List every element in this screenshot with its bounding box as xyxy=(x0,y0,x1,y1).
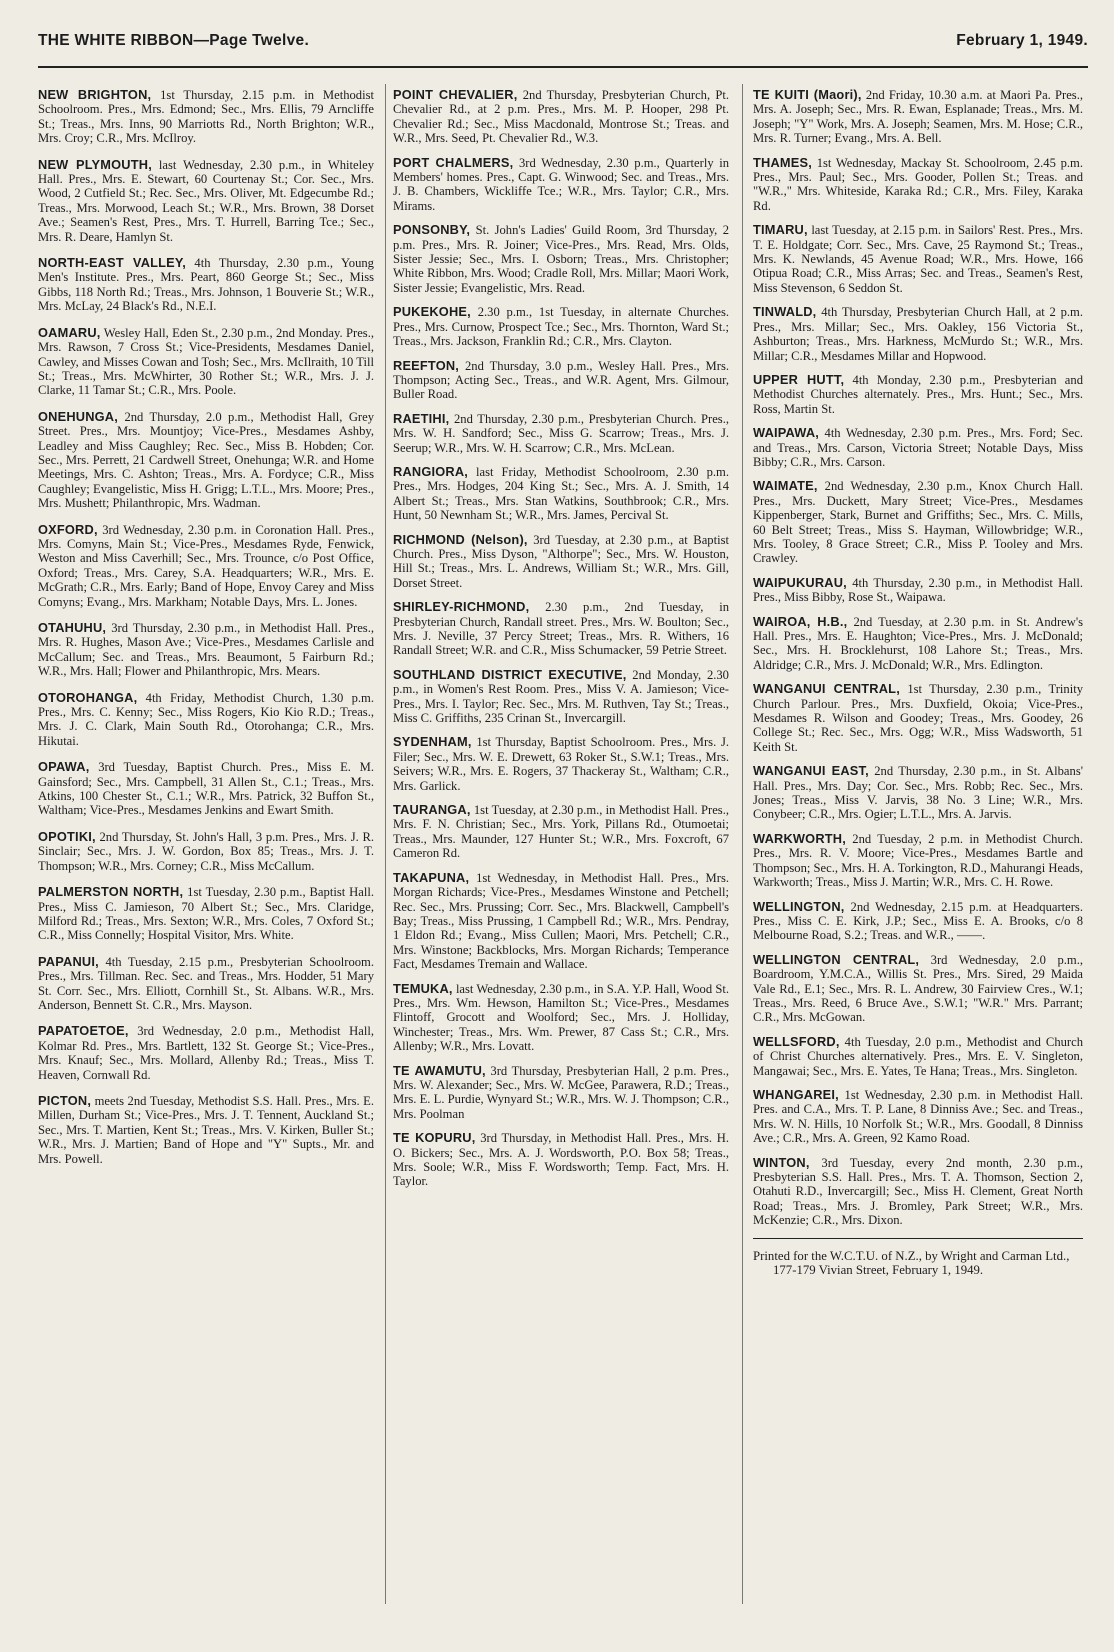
branch-name: NEW PLYMOUTH, xyxy=(38,156,152,172)
branch-entry xyxy=(393,803,729,861)
branch-name: RANGIORA, xyxy=(393,463,469,479)
branch-entry xyxy=(38,158,374,244)
branch-entry xyxy=(38,256,374,314)
branch-entry xyxy=(753,88,1083,146)
branch-entry xyxy=(38,955,374,1013)
branch-name: WAIPAWA, xyxy=(753,425,820,441)
branch-name: SOUTHLAND DISTRICT EXECUTIVE, xyxy=(393,666,627,682)
branch-name: WELLSFORD, xyxy=(753,1033,840,1049)
branch-details: 3rd Wednesday, 2.30 p.m., Quarterly in Members' homes. Pres., Capt. G. Winwood; Sec. and Treas., Mrs. J. B. Chambers, Wickliffe Tce.; W.R., Mrs. Taylor; C.R., Mrs. Mirams. xyxy=(393,155,729,213)
branch-details: 4th Friday, Methodist Church, 1.30 p.m. Pres., Mrs. C. Kenny; Sec., Miss Rogers, Kio Kio R.D.; Treas., Mrs. J. C. Clark, Main South Rd., Otorohanga; C.R., Mrs. Hikutai. xyxy=(38,690,374,748)
branch-details: 2nd Tuesday, 2 p.m. in Methodist Church. Pres., Mrs. R. V. Moore; Vice-Pres., Mesdames Bartle and Thompson; Sec., Mrs. H. A. Torkington, R.D., Mahurangi Heads, Warkworth; Treas., Miss J. Martin; W.R., Mrs. C. H. Rowe. xyxy=(753,831,1083,890)
column-1 xyxy=(38,88,374,1178)
page-title: THE WHITE RIBBON—Page Twelve. xyxy=(38,32,310,49)
branch-details: Wesley Hall, Eden St., 2.30 p.m., 2nd Monday. Pres., Mrs. Rawson, 7 Cross St.; Vice-Presidents, Mesdames Daniel, Cawley, and Misses Cowan and Tosh; Sec., Mrs. McIlraith, 10 Till St.; Treas., Mrs. McWhirter, 30 Rother St.; W.R., Mrs. J. J. Clarke, 11 Tamar St.; C.R., Mrs. Poole. xyxy=(38,325,374,398)
page-header xyxy=(38,32,1088,54)
branch-details: 2nd Monday, 2.30 p.m., in Women's Rest Room. Pres., Miss V. A. Jamieson; Vice-Pres., Mrs. I. Taylor; Rec. Sec., Mrs. M. Ruthven, Tay St.; Treas., Miss C. Griffiths, 235 Crinan St., Invercargill. xyxy=(393,667,729,726)
branch-name: OAMARU, xyxy=(38,324,101,340)
branch-entry xyxy=(393,533,729,591)
branch-name: ONEHUNGA, xyxy=(38,408,119,424)
branch-name: WHANGAREI, xyxy=(753,1086,839,1102)
branch-entry xyxy=(753,373,1083,416)
branch-details: 3rd Wednesday, 2.30 p.m. in Coronation Hall. Pres., Mrs. Comyns, Main St.; Vice-Pres., Mesdames Ryde, Fenwick, Weston and Miss Caverhill; Sec., Mrs. Trounce, c/o Post Office, Oxford; Treas., Mrs. Carey, S.A. Headquarters; W.R., Mrs. E. McGrath; C.R., Mrs. Early; Band of Hope, Envoy Carey and Miss Comyns; Evang., Mrs. Markham; Notable Days, Mrs. L. Jones. xyxy=(38,522,374,609)
branch-details: 3rd Tuesday, at 2.30 p.m., at Baptist Church. Pres., Miss Dyson, "Althorpe"; Sec., Mrs. W. Houston, Hill St.; Treas., Mrs. L. Andrews, William St.; W.R., Mrs. Gill, Dorset Street. xyxy=(393,532,729,590)
branch-name: WARKWORTH, xyxy=(753,830,846,846)
branch-entry xyxy=(753,479,1083,565)
branch-name: NEW BRIGHTON, xyxy=(38,87,152,102)
branch-name: PUKEKOHE, xyxy=(393,304,471,320)
branch-entry xyxy=(393,1131,729,1189)
branch-name: WELLINGTON CENTRAL, xyxy=(753,951,920,967)
branch-details: 2nd Thursday, St. John's Hall, 3 p.m. Pres., Mrs. J. R. Sinclair; Sec., Mrs. J. W. Gordon, Box 85; Treas., Mrs. J. T. Thompson; W.R., Mrs. Corney; C.R., Miss McCallum. xyxy=(38,829,374,873)
branch-details: 3rd Tuesday, Baptist Church. Pres., Miss E. M. Gainsford; Sec., Mrs. Campbell, 31 Allen St., C.1.; Treas., Mrs. Atkins, 100 Chester St., C.1.; W.R., Mrs. Patrick, 32 Buffon St., Waltham; Vice-Pres., Mesdames Jenkins and Ewart Smith. xyxy=(38,760,374,818)
branch-name: PAPANUI, xyxy=(38,953,99,969)
branch-entry xyxy=(393,88,729,146)
branch-details: 4th Wednesday, 2.30 p.m. Pres., Mrs. Ford; Sec. and Treas., Mrs. Carson, Victoria Street; Notable Days, Miss Bibby; C.R., Mrs. Carson. xyxy=(753,426,1083,469)
branch-entry xyxy=(393,1064,729,1122)
branch-entry xyxy=(753,832,1083,890)
branch-name: PALMERSTON NORTH, xyxy=(38,884,184,900)
branch-details: last Tuesday, at 2.15 p.m. in Sailors' Rest. Pres., Mrs. T. E. Holdgate; Corr. Sec., Mrs. Cave, 25 Raymond St.; Treas., Mrs. K. Newlands, 45 Avenue Road; W.R., Mrs. Howe, 166 Otipua Road; C.R., Miss Arras; Sec. and Treas., Seamen's Rest, Miss Stevenson, 6 Seddon St. xyxy=(753,223,1083,295)
branch-entry xyxy=(393,412,729,455)
branch-details: 4th Thursday, 2.30 p.m., in Methodist Hall. Pres., Miss Bibby, Rose St., Waipawa. xyxy=(753,575,1083,605)
branch-name: TAKAPUNA, xyxy=(393,869,470,885)
branch-entry xyxy=(753,576,1083,605)
branch-details: 3rd Tuesday, every 2nd month, 2.30 p.m., Presbyterian S.S. Hall. Pres., Mrs. T. A. Thomson, Section 2, Otahuti R.D., Invercargill; Sec., Miss H. Clement, Great North Road; Treas., Mrs. J. Bromley, Park Street; W.R., Mrs. McKenzie; C.R., Mrs. Dixon. xyxy=(753,1155,1083,1228)
branch-name: OPOTIKI, xyxy=(38,828,96,844)
branch-name: RICHMOND (Nelson), xyxy=(393,531,528,547)
branch-entry xyxy=(38,410,374,511)
branch-entry xyxy=(753,682,1083,754)
branch-entry xyxy=(393,871,729,972)
branch-details: 1st Tuesday, 2.30 p.m., Baptist Hall. Pres., Miss C. Jamieson, 70 Albert St.; Sec., Mrs. Claridge, Milford Rd.; Treas., Mrs. Sexton; W.R., Mrs. Coles, 7 Oxford St.; C.R., Miss Connelly; Hospital Visitor, Mrs. White. xyxy=(38,885,374,943)
branch-name: UPPER HUTT, xyxy=(753,371,845,387)
branch-name: WANGANUI EAST, xyxy=(753,763,869,779)
page-date: February 1, 1949. xyxy=(956,32,1088,49)
branch-details: meets 2nd Tuesday, Methodist S.S. Hall. Pres., Mrs. E. Millen, Durham St.; Vice-Pres., Mrs. J. T. Tennent, Auckland St.; Sec., Mrs. T. Martien, Kent St.; Treas., Mrs. V. Kirken, Buller St.; W.R., Mrs. J. Martien; Band of Hope and "Y" Supts., Mr. and Mrs. Powell. xyxy=(38,1093,374,1166)
column-3 xyxy=(753,88,1083,1278)
branch-entry xyxy=(393,600,729,658)
branch-entry xyxy=(38,760,374,818)
branch-name: REEFTON, xyxy=(393,357,460,373)
branch-name: WAIPUKURAU, xyxy=(753,574,847,590)
branch-entry xyxy=(393,735,729,793)
branch-entry xyxy=(38,1094,374,1166)
branch-details: St. John's Ladies' Guild Room, 3rd Thursday, 2 p.m. Pres., Mrs. R. Joiner; Vice-Pres., Mrs. Read, Mrs. Olds, Sister Jessie; Sec., Mrs. I. Osborn; Treas., Mrs. Christopher; White Ribbon, Mrs. Wood; Cradle Roll, Mrs. Millar; Maori Work, Sister Jessie; Evangelistic, Mrs. Read. xyxy=(393,223,729,295)
branch-entry xyxy=(38,830,374,873)
branch-entry xyxy=(393,668,729,726)
branch-name: SYDENHAM, xyxy=(393,734,472,750)
branch-details: 2nd Wednesday, 2.30 p.m., Knox Church Hall. Pres., Mrs. Duckett, Mary Street; Vice-Pres., Mesdames Kippenberger, Stark, Burnet and Griffiths; Sec., Mrs. C. Mills, 60 Belt Street; Treas., Miss S. Hayman, Willowbridge; W.R., Mrs. Tooley, 8 Grace Street; C.R., Miss P. Tooley and Mrs. Crawley. xyxy=(753,479,1083,566)
branch-name: NORTH-EAST VALLEY, xyxy=(38,255,186,271)
branch-name: OXFORD, xyxy=(38,521,98,537)
branch-entry xyxy=(753,900,1083,943)
branch-details: 1st Wednesday, in Methodist Hall. Pres., Mrs. Morgan Richards; Vice-Pres., Mesdames Winstone and Petchell; Rec. Sec., Mrs. Prussing; Corr. Sec., Mrs. Blackwell, Campbell's Bay; Treas., Miss Prussing, 1 Campbell Rd.; W.R., Mrs. Pendray, 1 Eldon Rd.; Evang., Miss Cullen; Maori, Mrs. Petchell; C.R., Mrs. Winstone; Backblocks, Mrs. Morgan Richards; Temperance Fact, Mesdames Tremain and Wallace. xyxy=(393,870,729,972)
branch-name: WINTON, xyxy=(753,1154,810,1170)
branch-name: OTAHUHU, xyxy=(38,620,107,635)
branch-entry xyxy=(393,359,729,402)
branch-details: 2nd Friday, 10.30 a.m. at Maori Pa. Pres., Mrs. A. Joseph; Sec., Mrs. R. Ewan, Esplanade; Treas., Mrs. M. Joseph; "Y" Work, Mrs. A. Joseph; Seamen, Mrs. M. Hose; C.R., Mrs. R. Turner; Evang., Mrs. A. Bell. xyxy=(753,88,1083,146)
branch-name: WAIROA, H.B., xyxy=(753,613,848,629)
branch-entry xyxy=(393,305,729,348)
branch-details: 3rd Thursday, Presbyterian Hall, 2 p.m. Pres., Mrs. W. Alexander; Sec., Mrs. W. McGee, Parawera, R.D.; Treas., Mrs. E. L. Purdie, Wynyard St.; W.R., Mrs. W. J. Thompson; C.R., Mrs. Poolman xyxy=(393,1063,729,1121)
branch-name: TAURANGA, xyxy=(393,802,471,818)
branch-details: 2.30 p.m., 2nd Tuesday, in Presbyterian Church, Randall street. Pres., Mrs. W. Boulton; Sec., Mrs. J. Neville, 37 Percy Street; Treas., Mrs. R. Withers, 16 Randall Street; W.R. and C.R., Miss Schumacker, 59 Petrie Street. xyxy=(393,600,729,658)
branch-name: PONSONBY, xyxy=(393,222,471,238)
branch-name: WAIMATE, xyxy=(753,478,818,494)
branch-details: 1st Wednesday, 2.30 p.m. in Methodist Hall. Pres. and C.A., Mrs. T. P. Lane, 8 Dinniss Ave.; Sec. and Treas., Mrs. W. N. Hills, 10 Norfolk St.; W.R., Mrs. Goodall, 8 Dinniss Ave.; C.R., Mrs. A. Green, 92 Kamo Road. xyxy=(753,1087,1083,1146)
branch-details: 1st Thursday, 2.30 p.m., Trinity Church Parlour. Pres., Mrs. Duxfield, Okoia; Vice-Pres., Mesdames R. Wilson and Goodey; Treas., Mrs. Goodey, 26 College St.; Rec. Sec., Mrs. Ogg; W.R., Miss Wadsworth, 51 Keith St. xyxy=(753,682,1083,754)
column-divider xyxy=(385,84,386,1604)
footer-rule xyxy=(753,1238,1083,1239)
branch-name: THAMES, xyxy=(753,154,812,170)
branch-details: 1st Tuesday, at 2.30 p.m., in Methodist Hall. Pres., Mrs. F. N. Christian; Sec., Mrs. York, Pillans Rd., Otumoetai; Treas., Mrs. Maunder, 127 Hunter St.; W.R., Mrs. Foxcroft, 67 Cameron Rd. xyxy=(393,803,730,861)
branch-entry xyxy=(38,523,374,609)
branch-entry xyxy=(393,982,729,1054)
branch-details: 4th Thursday, Presbyterian Church Hall, at 2 p.m. Pres., Mrs. Millar; Sec., Mrs. Oakley, 156 Victoria St., Ashburton; Treas., Mrs. Harkness, McMurdo St.; W.R., Mrs. Millar; C.R., Mesdames Millar and Hopwood. xyxy=(753,305,1083,363)
branch-details: 4th Monday, 2.30 p.m., Presbyterian and Methodist Churches alternately. Pres., Mrs. Hunt.; Sec., Mrs. Ross, Martin St. xyxy=(753,372,1083,416)
branch-name: TIMARU, xyxy=(753,222,808,238)
branch-details: 2nd Wednesday, 2.15 p.m. at Headquarters. Pres., Miss C. E. Kirk, J.P.; Sec., Miss E. A. Brooks, c/o 8 Melbourne Road, S.2.; Treas. and W.R., ——. xyxy=(753,899,1083,943)
branch-name: TE KOPURU, xyxy=(393,1130,476,1146)
branch-details: 4th Thursday, 2.30 p.m., Young Men's Institute. Pres., Mrs. Peart, 860 George St.; Sec., Miss Gibbs, 118 North Rd.; Treas., Mrs. Johnson, 1 Bouverie St.; W.R., Mrs. McLay, 24 Black's Rd., N.E.I. xyxy=(38,256,374,314)
branch-name: WELLINGTON, xyxy=(753,898,845,914)
branch-entry xyxy=(393,465,729,523)
branch-entry xyxy=(393,223,729,295)
branch-details: 4th Tuesday, 2.0 p.m., Methodist and Church of Christ Churches alternatively. Pres., Mrs. E. V. Singleton, Mangawai; Sec., Mrs. E. Yates, Te Hana; Treas., Mrs. Singleton. xyxy=(753,1034,1084,1078)
branch-name: PICTON, xyxy=(38,1092,92,1108)
column-divider xyxy=(742,84,743,1604)
branch-details: last Wednesday, 2.30 p.m., in S.A. Y.P. Hall, Wood St. Pres., Mrs. Wm. Hewson, Hamilton St.; Vice-Pres., Mesdames Flintoff, Grocott and Woolford; Sec., Mrs. J. Holliday, Winchester; Treas., Mrs. Wm. Prewer, 87 Cass St.; C.R., Mrs. Allenby; W.R., Mrs. Lovatt. xyxy=(393,981,729,1054)
branch-name: PAPATOETOE, xyxy=(38,1023,129,1039)
branch-entry xyxy=(38,1024,374,1082)
branch-name: WANGANUI CENTRAL, xyxy=(753,681,900,697)
branch-details: 1st Thursday, Baptist Schoolroom. Pres., Mrs. J. Filer; Sec., Mrs. W. E. Drewett, 63 Roker St., S.W.1; Treas., Mrs. Seivers; W.R., Mrs. E. Rogers, 37 Thackeray St., Waltham; C.R., Mrs. Garlick. xyxy=(393,735,729,793)
branch-entry xyxy=(753,426,1083,469)
branch-name: OTOROHANGA, xyxy=(38,689,138,705)
branch-name: TEMUKA, xyxy=(393,980,453,996)
branch-name: TE AWAMUTU, xyxy=(393,1062,486,1078)
branch-details: last Wednesday, 2.30 p.m., in Whiteley Hall. Pres., Mrs. E. Stewart, 60 Courtenay St.; Cor. Sec., Mrs. Wood, 2 Cutfield St.; Rec. Sec., Mrs. Oliver, Mt. Edgecumbe Rd.; Treas., Mrs. Morwood, Leach St.; W.R., Mrs. Brown, 38 Dorset Ave.; Seamen's Rest, Pres., Mrs. T. Hurrell, Barring Tce.; Sec., Mrs. R. Deare, Hamlyn St. xyxy=(38,157,374,244)
branch-entry xyxy=(38,691,374,749)
branch-details: 4th Tuesday, 2.15 p.m., Presbyterian Schoolroom. Pres., Mrs. Tillman. Rec. Sec. and Treas., Mrs. Hodder, 51 Mary St. Corr. Sec., Mrs. Elliott, Cornhill St., St. Albans. W.R., Mrs. Anderson, Bennett St. C.R., Mrs. Mayson. xyxy=(38,954,374,1012)
branch-entry xyxy=(753,615,1083,673)
branch-name: OPAWA, xyxy=(38,759,90,775)
branch-name: POINT CHEVALIER, xyxy=(393,87,518,102)
branch-entry xyxy=(753,1088,1083,1146)
branch-details: 1st Thursday, 2.15 p.m. in Methodist Schoolroom. Pres., Mrs. Edmond; Sec., Mrs. Ellis, 79 Arncliffe St.; Treas., Mrs. Inns, 90 Marriotts Rd., North Brighton; W.R., Mrs. Croy; C.R., Mrs. McIlroy. xyxy=(38,88,374,146)
branch-details: 2nd Thursday, 2.30 p.m., in St. Albans' Hall. Pres., Mrs. Day; Cor. Sec., Mrs. Robb; Rec. Sec., Mrs. Jones; Treas., Miss V. Jarvis, 38 No. 3 Line; W.R., Mrs. Conybeer; C.R., Mrs. Ogier; L.T.L., Mrs. A. Jarvis. xyxy=(753,764,1083,822)
branch-name: RAETIHI, xyxy=(393,410,450,426)
branch-name: PORT CHALMERS, xyxy=(393,154,514,170)
branch-entry xyxy=(753,1035,1083,1078)
branch-entry xyxy=(38,326,374,398)
branch-details: 2nd Thursday, 2.0 p.m., Methodist Hall, Grey Street. Pres., Mrs. Mountjoy; Vice-Pres., Mesdames Ashby, Leadley and Miss Caughley; Rec. Sec., Miss B. Hobden; Cor. Sec., Mrs. Perrett, 21 Cardwell Street, Onehunga; W.R. and Home Meetings, Mrs. C. Ashton; Treas., Mrs. A. Fordyce; C.R., Miss Caughley; Evangelistic, Miss H. Grigg; L.T.L., Mrs. Moore; Pres., Mrs. Mushett; Philanthropic, Mrs. Wadman. xyxy=(38,409,374,511)
branch-entry xyxy=(753,1156,1083,1228)
branch-details: last Friday, Methodist Schoolroom, 2.30 p.m. Pres., Mrs. Hodges, 204 King St.; Sec., Mrs. A. J. Smith, 14 Albert St.; Treas., Mrs. Stan Watkins, Southbrook; C.R., Mrs. Hunt, 50 Newnham St.; W.R., Mrs. James, Percival St. xyxy=(393,464,729,523)
branch-details: 3rd Thursday, 2.30 p.m., in Methodist Hall. Pres., Mrs. R. Hughes, Mason Ave.; Vice-Pres., Mesdames Carlisle and McCallum; Sec. and Treas., Mrs. Beaumont, 5 Fairburn Rd.; W.R., Mrs. Hall; Flower and Philanthropic, Mrs. Mears. xyxy=(38,621,374,679)
branch-entry xyxy=(393,156,729,214)
branch-entry xyxy=(38,621,374,679)
branch-details: 2.30 p.m., 1st Tuesday, in alternate Churches. Pres., Mrs. Curnow, Prospect Tce.; Sec., Mrs. Thornton, Ward St.; Treas., Mrs. Jackson, Franklin Rd.; C.R., Mrs. Clayton. xyxy=(393,305,729,349)
branch-details: 2nd Tuesday, at 2.30 p.m. in St. Andrew's Hall. Pres., Mrs. E. Haughton; Vice-Pres., Mrs. J. McDonald; Sec., Mrs. H. Brocklehurst, 108 Lahore St.; Treas., Mrs. Aldridge; C.R., Mrs. J. McDonald; W.R., Mrs. Edlington. xyxy=(753,614,1084,672)
branch-entry xyxy=(753,223,1083,295)
branch-entry xyxy=(753,156,1083,214)
branch-entry xyxy=(38,885,374,943)
branch-details: 2nd Thursday, 2.30 p.m., Presbyterian Church. Pres., Mrs. W. H. Sandford; Sec., Miss G. Scarrow; Treas., Mrs. J. Seerup; W.R., Mrs. W. H. Scarrow; C.R., Mrs. McLean. xyxy=(393,411,729,455)
branch-details: 1st Wednesday, Mackay St. Schoolroom, 2.45 p.m. Pres., Mrs. Paul; Sec., Mrs. Gooder, Pollen St.; Treas. and "W.R.," Mrs. Whiteside, Karaka Rd.; C.R., Mrs. Filey, Karaka Rd. xyxy=(753,155,1083,213)
branch-entry xyxy=(753,305,1083,363)
printer-note: Printed for the W.C.T.U. of N.Z., by Wright and Carman Ltd., 177-179 Vivian Street, February 1, 1949. xyxy=(753,1248,1070,1278)
branch-name: SHIRLEY-RICHMOND, xyxy=(393,599,530,615)
column-2 xyxy=(393,88,729,1199)
branch-details: 3rd Wednesday, 2.0 p.m., Boardroom, Y.M.C.A., Willis St. Pres., Mrs. Sired, 29 Maida Vale Rd., E.1; Sec., Mrs. R. L. Andrew, 30 Fairview Cres., W.1; Treas., Mrs. Reed, 6 Bruce Ave., S.W.1; "W.R." Mrs. Parrant; C.R., Mrs. McGowan. xyxy=(753,952,1083,1025)
branch-name: TINWALD, xyxy=(753,304,817,320)
branch-details: 2nd Thursday, Presbyterian Church, Pt. Chevalier Rd., at 2 p.m. Pres., Mrs. M. P. Hooper, 298 Pt. Chevalier Rd.; Sec., Miss Macdonald, Montrose St.; Treas. and W.R., Mrs. Seed, Pt. Chevalier Rd., W.3. xyxy=(393,88,729,146)
branch-entry xyxy=(38,88,374,146)
branch-details: 3rd Thursday, in Methodist Hall. Pres., Mrs. H. O. Bickers; Sec., Mrs. A. J. Wordsworth, P.O. Box 58; Treas., Mrs. Soole; W.R., Miss F. Wordsworth; Temp. Fact, Mrs. H. Taylor. xyxy=(393,1131,729,1189)
branch-entry xyxy=(753,764,1083,822)
header-rule xyxy=(38,66,1088,68)
branch-details: 2nd Thursday, 3.0 p.m., Wesley Hall. Pres., Mrs. Thompson; Acting Sec., Treas., and W.R. Agent, Mrs. Gilmour, Buller Road. xyxy=(393,358,729,402)
branch-name: TE KUITI (Maori), xyxy=(753,87,862,102)
branch-details: 3rd Wednesday, 2.0 p.m., Methodist Hall, Kolmar Rd. Pres., Mrs. Bartlett, 132 St. George St.; Vice-Pres., Mrs. Knauf; Sec., Mrs. Mollard, Allenby Rd.; Treas., Miss T. Heaven, Cornwall Rd. xyxy=(38,1024,374,1082)
branch-entry xyxy=(753,953,1083,1025)
